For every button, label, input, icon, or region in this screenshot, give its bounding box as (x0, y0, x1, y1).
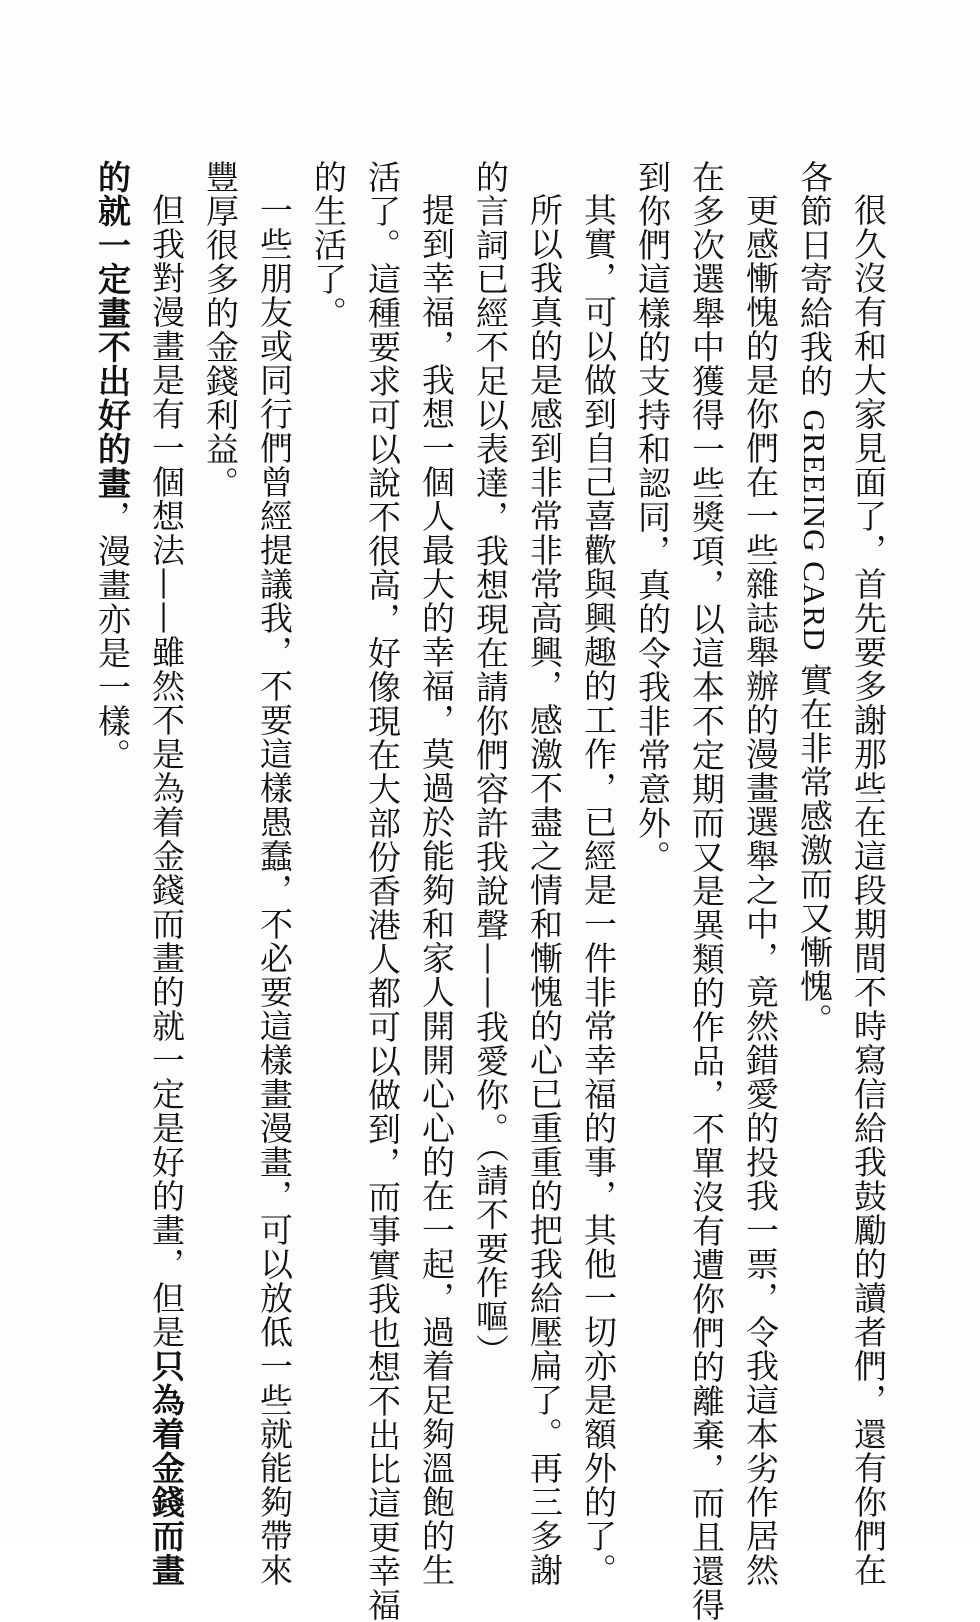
bold-text-run: 的就一定畫不出好的畫 (93, 160, 132, 500)
text-column (355, 160, 409, 1622)
text-column (517, 160, 571, 1587)
bold-text-run: 只為着金錢而畫 (147, 1349, 186, 1587)
text-run: 其實，可以做到自己喜歡與興趣的工作，已經是一件非常幸福的事，其他一切亦是額外的了。 (579, 193, 618, 1587)
text-column (841, 160, 895, 1587)
text-run: 活了。這種要求可以說不很高，好像現在大部份香港人都可以做到，而事實我也想不出比這更幸福 (363, 160, 402, 1622)
text-run: 很久沒有和大家見面了，首先要多謝那些在這段期間不時寫信給我鼓勵的讀者們，還有你們在 (849, 193, 888, 1587)
latin-text-run: GREEING CARD (797, 409, 832, 652)
text-run: 的生活了。 (309, 160, 348, 330)
text-run: 在多次選舉中獲得一些獎項，以這本不定期而又是異類的作品，不單沒有遭你們的離棄，而且還得 (687, 160, 726, 1622)
text-column (625, 160, 679, 1420)
text-run: 各節日寄給我的 (795, 160, 834, 410)
text-run: 更感慚愧的是你們在一些雜誌舉辦的漫畫選舉之中，竟然錯愛的投我一票，令我這本劣作居然 (741, 193, 780, 1587)
text-column (463, 160, 517, 1420)
text-run: 到你們這樣的支持和認同，真的令我非常意外。 (633, 160, 672, 874)
text-run: 豐厚很多的金錢利益。 (201, 160, 240, 500)
text-column (787, 160, 841, 1420)
text-column (571, 160, 625, 1587)
vertical-text-body (85, 160, 895, 1622)
text-run: 實在非常感激而又慚愧。 (795, 651, 834, 1037)
text-run: 但我對漫畫是有一個想法——雖然不是為着金錢而畫的就一定是好的畫，但是 (147, 193, 186, 1349)
text-column (139, 160, 193, 1587)
text-column (193, 160, 247, 1420)
text-run: 提到幸福，我想一個人最大的幸福，莫過於能夠和家人開開心心的在一起，過着足夠溫飽的生 (417, 193, 456, 1587)
text-run: 的言詞已經不足以表達，我想現在請你們容許我說聲——我愛你。（請不要作嘔） (471, 160, 510, 1368)
text-column (85, 160, 139, 1420)
text-run: ，漫畫亦是一樣。 (93, 500, 132, 772)
text-column (301, 160, 355, 1420)
text-column (733, 160, 787, 1587)
text-column (247, 160, 301, 1587)
text-run: 一些朋友或同行們曾經提議我，不要這樣愚蠢，不必要這樣畫漫畫，可以放低一些就能夠帶來 (255, 193, 294, 1587)
text-column (679, 160, 733, 1622)
text-column (409, 160, 463, 1587)
text-run: 所以我真的是感到非常非常高興，感激不盡之情和慚愧的心已重重的把我給壓扁了。再三多謝 (525, 193, 564, 1587)
